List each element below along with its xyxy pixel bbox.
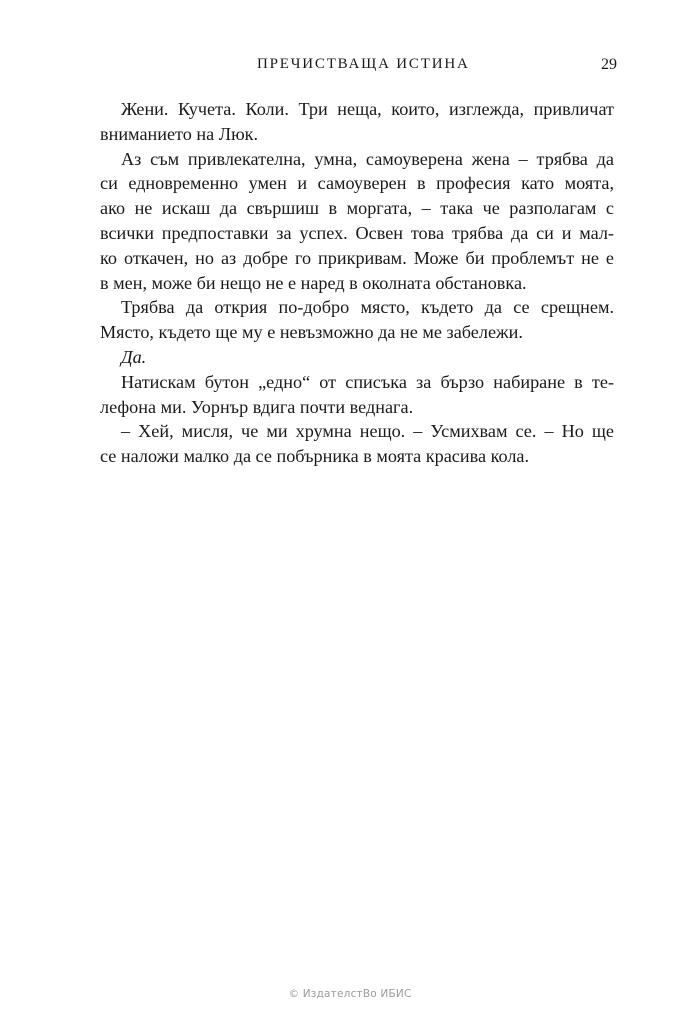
text-line: ако не искаш да свършиш в моргата, – така че разполагам с xyxy=(100,198,614,219)
copyright-footer: © ИздателстВо ИБИС xyxy=(288,988,412,1000)
text-line: в мен, може би нещо не е наред в околната обстановка. xyxy=(100,272,527,293)
text-line: – Хей, мисля, че ми хрумна нещо. – Усмихвам се. – Но ще xyxy=(121,421,614,442)
running-head-title: ПРЕЧИСТВАЩА ИСТИНА xyxy=(257,56,470,72)
text-line: ко откачен, но аз добре го прикривам. Може би проблемът не е xyxy=(100,247,614,268)
text-line: Да. xyxy=(121,346,147,367)
paragraph xyxy=(100,97,614,147)
paragraph xyxy=(100,147,614,296)
text-line: Жени. Кучета. Коли. Три неща, които, изглежда, привличат xyxy=(121,99,614,119)
body-text xyxy=(100,97,614,469)
text-line: се наложи малко да се побърника в моята красива кола. xyxy=(100,446,530,467)
paragraph xyxy=(100,295,614,345)
paragraph xyxy=(100,419,614,469)
paragraph-italic xyxy=(100,345,614,370)
page-number: 29 xyxy=(601,56,617,73)
page-header xyxy=(100,56,620,80)
text-line: си едновременно умен и самоуверен в професия като моята, xyxy=(100,173,614,194)
text-line: лефона ми. Уорнър вдига почти веднага. xyxy=(100,396,414,417)
text-line: Трябва да открия по-добро място, където да се срещнем. xyxy=(121,297,614,318)
text-line: Натискам бутон „едно“ от списъка за бързо набиране в те- xyxy=(121,371,614,392)
text-line: Място, където ще му е невъзможно да не ме забележи. xyxy=(100,322,523,343)
paragraph xyxy=(100,370,614,420)
text-line: всички предпоставки за успех. Освен това трябва да си и мал- xyxy=(100,222,614,243)
text-line: Аз съм привлекателна, умна, самоуверена жена – трябва да xyxy=(121,148,614,169)
text-line: вниманието на Люк. xyxy=(100,123,259,144)
